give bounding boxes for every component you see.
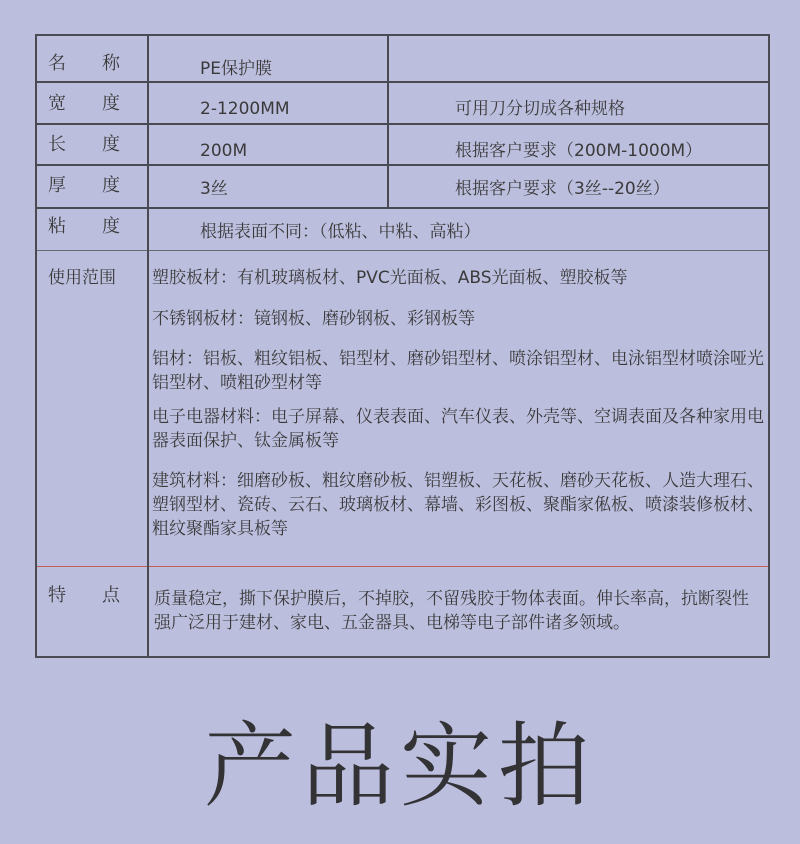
row-label [48,174,120,198]
row-label [48,52,120,76]
column-divider [387,34,389,208]
usage-item: 电子电器材料：电子屏幕、仪表表面、汽车仪表、外壳等、空调表面及各种家用电器表面保护、钛金属板等 [152,407,764,451]
row-label [48,133,120,157]
row-label-char: 度 [102,93,120,114]
row-label-char: 度 [102,216,120,237]
row-label-char: 称 [102,53,120,74]
usage-item: 铝材：铝板、粗纹铝板、铝型材、磨砂铝型材、喷涂铝型材、电泳铝型材喷涂哑光铝型材、喷粗砂型材等 [152,349,764,393]
row-divider-accent [35,566,770,567]
row-label [48,215,120,239]
row-label-char: 度 [102,134,120,155]
row-divider [35,250,770,251]
table-border-top [35,34,770,36]
row-label-char: 粘 [48,216,66,237]
row-note: 根据客户要求（200M-1000M） [455,141,703,161]
row-label-char: 长 [48,134,66,155]
feature-label-char: 特 [48,585,66,606]
row-divider [35,123,770,125]
row-divider [35,81,770,83]
row-divider [35,207,770,209]
usage-item: 建筑材料：细磨砂板、粗纹磨砂板、铝塑板、天花板、磨砂天花板、人造大理石、塑钢型材、瓷砖、云石、玻璃板材、幕墙、彩图板、聚酯家俬板、喷漆装修板材、粗纹聚酯家具板等 [152,471,764,539]
row-note: 可用刀分切成各种规格 [455,99,625,119]
row-value: 200M [200,141,248,161]
row-value: PE保护膜 [200,59,272,79]
row-label-char: 度 [102,175,120,196]
table-border-right [768,34,770,657]
usage-item: 不锈钢板材：镜钢板、磨砂钢板、彩钢板等 [152,309,475,329]
row-value: 3丝 [200,179,228,199]
usage-item: 塑胶板材：有机玻璃板材、PVC光面板、ABS光面板、塑胶板等 [152,268,628,288]
row-label-char: 厚 [48,175,66,196]
column-divider [147,34,149,657]
table-border-left [35,34,37,657]
row-value: 2-1200MM [200,99,290,119]
usage-label: 使用范围 [48,268,116,288]
row-label [48,92,120,116]
row-note: 根据客户要求（3丝--20丝） [455,179,670,199]
feature-text: 质量稳定，撕下保护膜后，不掉胶，不留残胶于物体表面。伸长率高，抗断裂性强广泛用于建材、家电、五金器具、电梯等电子部件诸多领域。 [154,589,749,633]
feature-label [48,584,120,608]
table-border-bottom [35,656,770,658]
section-heading: 产品实拍 [203,713,596,820]
row-label-char: 名 [48,53,66,74]
feature-label-char: 点 [102,585,120,606]
row-value: 根据表面不同：（低粘、中粘、高粘） [200,222,481,242]
row-divider [35,164,770,166]
row-label-char: 宽 [48,93,66,114]
